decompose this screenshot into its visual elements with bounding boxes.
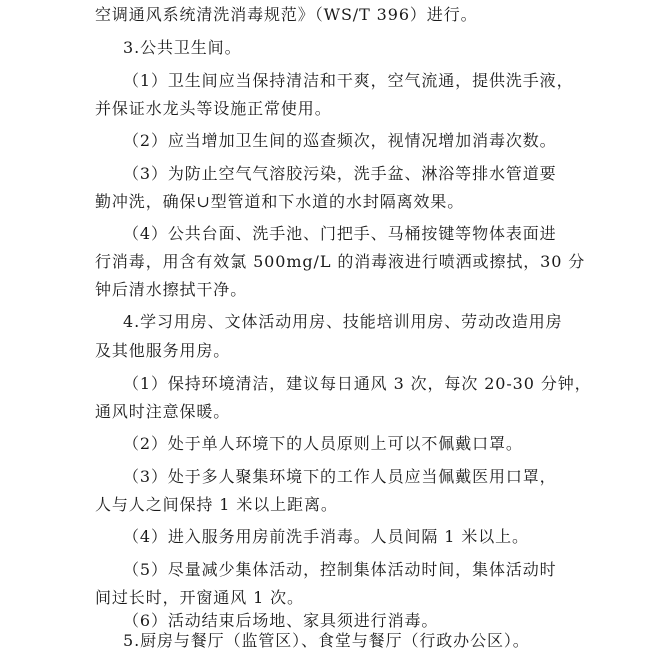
text-line-14: 通风时注意保暖。 [95,402,231,421]
section-heading-5: 5.厨房与餐厅（监管区）、食堂与餐厅（行政办公区）。 [123,631,530,650]
text-line-13: （1）保持环境清洁，建议每日通风 3 次，每次 20-30 分钟， [123,374,592,393]
text-line-19: （5）尽量减少集体活动，控制集体活动时间，集体活动时 [123,560,557,579]
text-line-10: 钟后清水擦拭干净。 [95,280,248,299]
text-line-21: （6）活动结束后场地、家具须进行消毒。 [123,611,439,630]
section-heading-4: 4.学习用房、文体活动用房、技能培训用房、劳动改造用房 [123,312,563,331]
text-line-3: （1）卫生间应当保持清洁和干爽，空气流通，提供洗手液， [123,71,574,90]
text-line-9: 行消毒，用含有效氯 500mg/L 的消毒液进行喷洒或擦拭，30 分 [95,252,586,271]
text-line-5: （2）应当增加卫生间的巡查频次，视情况增加消毒次数。 [123,131,557,150]
text-line-12: 及其他服务用房。 [95,341,231,360]
text-line-18: （4）进入服务用房前洗手消毒。人员间隔 1 米以上。 [123,527,529,546]
text-line-16: （3）处于多人聚集环境下的工作人员应当佩戴医用口罩， [123,467,557,486]
text-line-1: 空调通风系统清洗消毒规范》（WS/T 396）进行。 [95,5,478,24]
text-line-7: 勤冲洗，确保∪型管道和下水道的水封隔离效果。 [95,192,465,211]
text-line-15: （2）处于单人环境下的人员原则上可以不佩戴口罩。 [123,434,523,453]
text-line-4: 并保证水龙头等设施正常使用。 [95,99,332,118]
text-line-8: （4）公共台面、洗手池、门把手、马桶按键等物体表面进 [123,224,557,243]
text-line-6: （3）为防止空气气溶胶污染，洗手盆、淋浴等排水管道要 [123,164,557,183]
section-heading-3: 3.公共卫生间。 [123,38,242,57]
text-line-20: 间过长时，开窗通风 1 次。 [95,588,304,607]
text-line-17: 人与人之间保持 1 米以上距离。 [95,495,338,514]
